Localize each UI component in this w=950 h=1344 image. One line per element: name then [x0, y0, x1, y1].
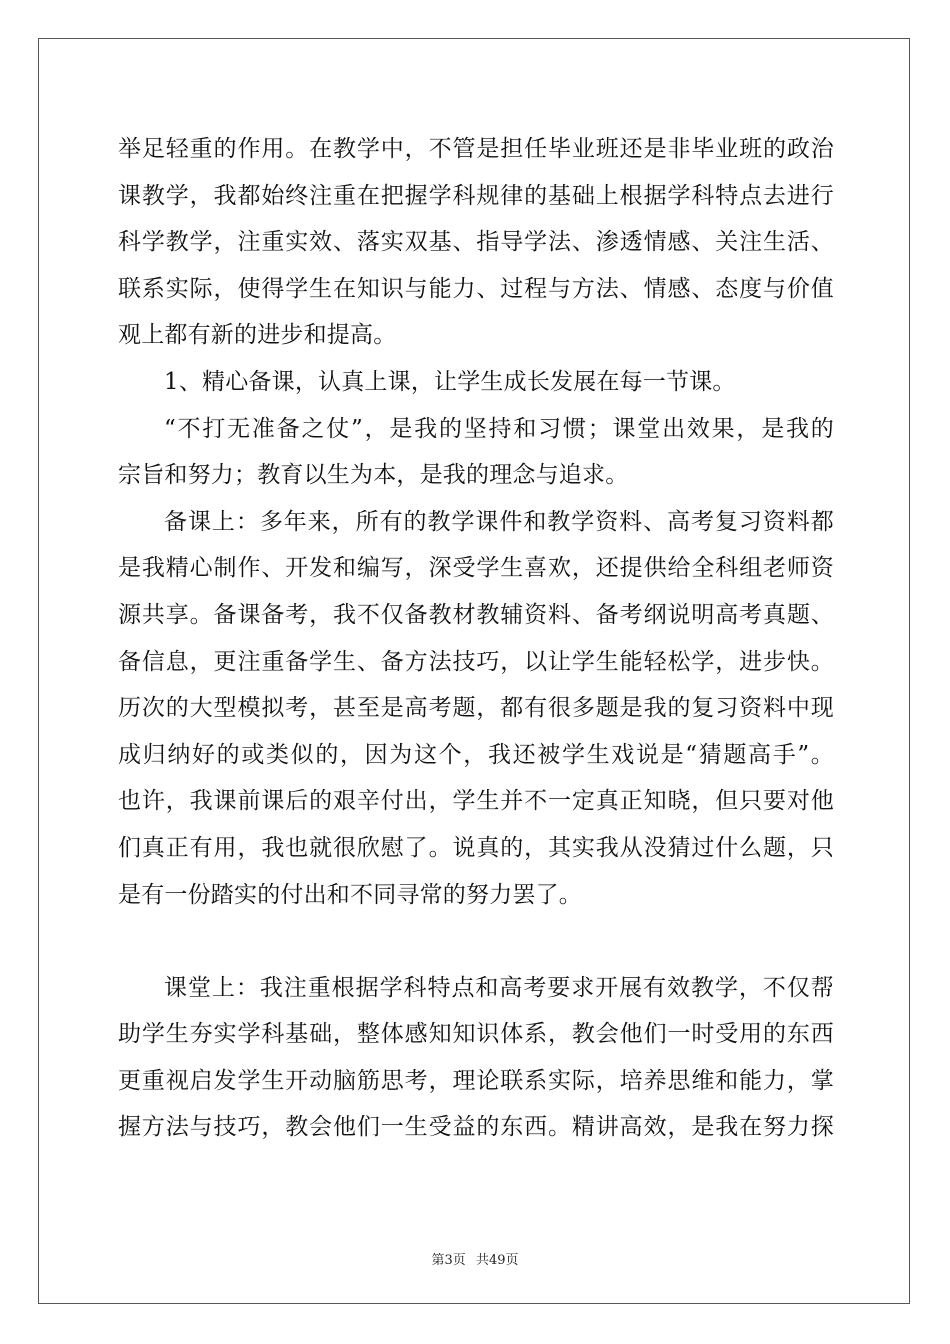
- text-line: 科学教学，注重实效、落实双基、指导学法、渗透情感、关注生活、: [118, 229, 834, 256]
- page-footer: [0, 1249, 950, 1268]
- text-line: 成归纳好的或类似的，因为这个，我还被学生戏说是“猜题高手”。: [118, 741, 834, 768]
- text-line: 是有一份踏实的付出和不同寻常的努力罢了。: [118, 881, 582, 908]
- text-line: 课堂上：我注重根据学科特点和高考要求开展有效教学，不仅帮: [164, 974, 834, 1001]
- text-line: 助学生夯实学科基础，整体感知知识体系，教会他们一时受用的东西: [118, 1021, 834, 1048]
- text-line: 举足轻重的作用。在教学中，不管是担任毕业班还是非毕业班的政治: [118, 136, 834, 162]
- text-line: “不打无准备之仗”，是我的坚持和习惯；课堂出效果，是我的: [164, 415, 834, 442]
- text-line: 宗旨和努力；教育以生为本，是我的理念与追求。: [118, 462, 629, 489]
- page-number: 第3页: [431, 1253, 466, 1268]
- paragraph-gap: [118, 918, 834, 965]
- text-line: 握方法与技巧，教会他们一生受益的东西。精讲高效，是我在努力探: [118, 1114, 834, 1141]
- text-line: 更重视启发学生开动脑筋思考，理论联系实际，培养思维和能力，掌: [118, 1067, 834, 1094]
- text-line: 历次的大型模拟考，甚至是高考题，都有很多题是我的复习资料中现: [118, 695, 834, 722]
- page-total: 共49页: [475, 1253, 519, 1268]
- text-line: 1、精心备课，认真上课，让学生成长发展在每一节课。: [164, 368, 736, 395]
- text-line: 们真正有用，我也就很欣慰了。说真的，其实我从没猜过什么题，只: [118, 834, 834, 861]
- document-body: [118, 126, 834, 1151]
- text-line: 源共享。备课备考，我不仅备教材教辅资料、备考纲说明高考真题、: [118, 601, 834, 628]
- text-line: 备信息，更注重备学生、备方法技巧，以让学生能轻松学，进步快。: [118, 648, 834, 675]
- text-line: 观上都有新的进步和提高。: [118, 322, 397, 349]
- text-line: 也许，我课前课后的艰辛付出，学生并不一定真正知晓，但只要对他: [118, 788, 834, 815]
- text-line: 是我精心制作、开发和编写，深受学生喜欢，还提供给全科组老师资: [118, 555, 834, 582]
- text-line: 备课上：多年来，所有的教学课件和教学资料、高考复习资料都: [164, 508, 834, 535]
- text-line: 联系实际，使得学生在知识与能力、过程与方法、情感、态度与价值: [118, 275, 834, 302]
- text-line: 课教学，我都始终注重在把握学科规律的基础上根据学科特点去进行: [118, 182, 834, 209]
